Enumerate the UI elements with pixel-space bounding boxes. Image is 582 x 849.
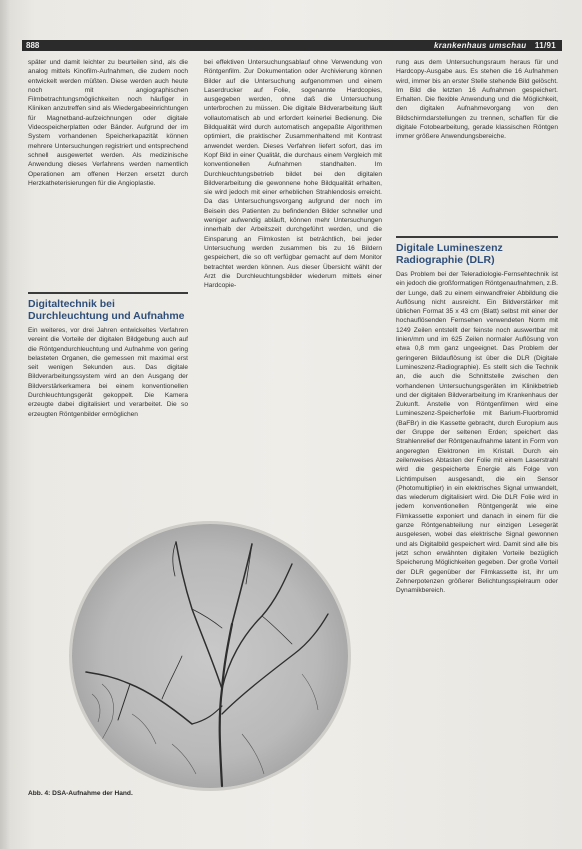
paragraph: Das Problem bei der Teleradiologie-Fernsehtechnik ist ein jedoch die großformatigen Röntgenaufnahmen, z.B. der Lunge, daß zu einem einwandfreier Abbildung die Auflösung nicht ausreicht. Ein Bildverstärker mit üblichen Format 35 x 43 cm (Blatt) selbst mit einer der hochauflösenden Fernsehen verwendeten Norm mit 1249 Zeilen entstellt der feinste noch auswertbar mit linien/mm und im 625 Zeilen normaler Auflösung von etwa 0,8 mm ganz ungeeignet. Das Problem der geringeren Bildauflösung ist über die DLR (Digitale Lumineszenz-Radiographie). Es stellt sich die Technik an, die auch die Schnittstelle zwischen den vorhandenen Untersuchungsgeräten im Klinikbetrieb und der digitalen Bildverarbeitung im Krankenhaus der Zukunft. Anstelle von Röntgenfilmen wird eine Lumineszenz-Speicherfolie mit Barium-Fluorbromid (BaFBr) in die Kassette gebracht, durch Europium aus der Gruppe der seltenen Erden; speichert das Strahlenrelief der Röntgenaufnahme latent in Form von angeregten Elektronen im Kristall. Durch ein zeilenweises Abtasten der Folie mit einem Laserstrahl wird die gespeicherte Energie als Folge von Lichtimpulsen ausgesandt, die ein Sensor (Photomultiplier) in ein elektrisches Signal umwandelt, das wiederum digitalisiert wird. Die DLR Folie wird in jedem konventionellen Röntgengerät wie eine Filmkassette exponiert und danach in einem für die ganze Röntgenabteilung nur einzigen Lesegerät ausgelesen, wobei das elektrische Signal gewonnen und als Digitalbild gespeichert wird. Damit sind alle bis jetzt schon erwähnten digitalen Vorteile bezüglich Speicherung Möglichkeiten gegeben. Der große Vorteil der DLR gegenüber der Filmkassette ist, ihr um Zehnerpotenzen größerer Belichtungsspielraum oder Dynamikbereich. [396, 271, 558, 595]
hand-vessels-illustration [72, 524, 348, 788]
figure-dsa-hand [28, 516, 384, 798]
page-header-bar [22, 40, 562, 51]
paragraph: rung aus dem Untersuchungsraum heraus für und Hardcopy-Ausgabe aus. Es stehen die 16 Aufnahmen wird, immer bis an erster Stelle stehende Bild gelöscht. Im Bild die letzten 16 Aufnahmen gespeichert. Erhalten. Die flexible Anwendung und die Möglichkeit, den digitalen Aufnahmevorgang von den Bildschirmdarstellungen zu trennen, schaffen für die digitale Fotobearbeitung, gerade klassischen Röntgen immer größere Anwendungsbereiche. [396, 59, 558, 141]
journal-title [434, 41, 562, 50]
column-3-section [396, 228, 558, 813]
page-edge-shadow [0, 0, 10, 849]
column-3-text [396, 58, 558, 233]
page-number: 888 [26, 41, 40, 50]
section-rule [28, 292, 188, 294]
dsa-hand-image [72, 524, 348, 788]
figure-caption: Abb. 4: DSA-Aufnahme der Hand. [28, 790, 133, 797]
section-rule [396, 236, 558, 238]
issue-number: 11/91 [534, 41, 556, 50]
column-1-text [28, 58, 188, 308]
paragraph: bei effektiven Untersuchungsablauf ohne Verwendung von Röntgenfilm. Zur Dokumentation oder Archivierung können Bilder auf die Untersuchung aufgenommen und einem Laserdrucker auf Folie, sogenannte Hardcopies, ausgegeben werden, ohne daß die Untersuchung unterbrochen zu müssen. Die digitale Bildverarbeitung läuft vollautomatisch ab und erfordert keinerlei Bedienung. Die Bildqualität wird durch automatisch angepaßte Algorithmen optimiert, die praktischer Zusammenhaltend mit Kontrast anwendet werden. Dieses Verfahren liefert sofort, das im Kopf Bild in einer Qualität, die durchaus einem Vergleich mit konventionellen Aufnahmen standhalten. Im Durchleuchtungsbetrieb bildet bei den digitalen Bildverarbeitung die gewonnene hohe Bildqualität erhalten, sie wird jedoch mit einer erheblichen Strahlendosis erreicht. Da das Untersuchungsvorgang aufgrund der noch im Beisein des Patienten zu befindenden Bilder schneller und weniger aufwendig abläuft, können mehr Untersuchungen innerhalb der Arbeitszeit durchgeführt werden, und die Einsparung an Filmkosten ist beträchtlich, bei jeder Untersuchung werden zusammen bis zu 16 Bildern gespeichert, die so oft verfügbar gemacht auf dem Monitor betrachtet werden können. Aus dieser Übersicht wählt der Arzt die Durchleuchtungsbilder wiederum mittels einer Hardcopie- [204, 59, 382, 290]
column-2-text [204, 58, 382, 518]
section-heading-digitaltechnik: Digitaltechnik bei Durchleuchtung und Aufnahme [28, 298, 185, 322]
column-1-section [28, 284, 188, 516]
section-heading-dlr: Digitale Lumineszenz Radiographie (DLR) [396, 242, 503, 266]
paragraph: später und damit leichter zu beurteilen sind, als die analog mittels Kinofilm-Aufnahmen, die zudem noch entwickelt werden müßten. Diese werden auch heute noch mit angiographischen Filmbetrachtungsmöglichkeiten noch häufiger in Kliniken anzutreffen sind als Wiedergabeeinrichtungen für Magnetband-aufzeichnungen oder digitale Videospeicherplatten oder Bänder. Aufgrund der im System vorhandenen Speicherkapazität können mehrere Untersuchungen registriert und entsprechend schnell ausgewertet werden. Als medizinische Anwendung dieses Verfahrens werden namentlich Operationen am offenen Herzen ersetzt durch Herzkatheterisierungen für die Angioplastie. [28, 59, 188, 187]
journal-name: krankenhaus umschau [433, 41, 527, 50]
paragraph: Ein weiteres, vor drei Jahren entwickeltes Verfahren vereint die Vorteile der digitalen Bildgebung auch auf die Röntgendurchleuchtung und Aufnahme von gering belasteten Organen, die gemessen mit maximal erst seit wenigen Sekunden aus. Das digitale Bildverarbeitungssystem wird an den Ausgang der Bildverstärkerkamera bei einem konventionellen Durchleuchtungsgerät gekoppelt. Die Kamera erzeugte dabei digitalisiert und verarbeitet. Die so erzeugten Röntgenbilder ermöglichen [28, 327, 188, 418]
